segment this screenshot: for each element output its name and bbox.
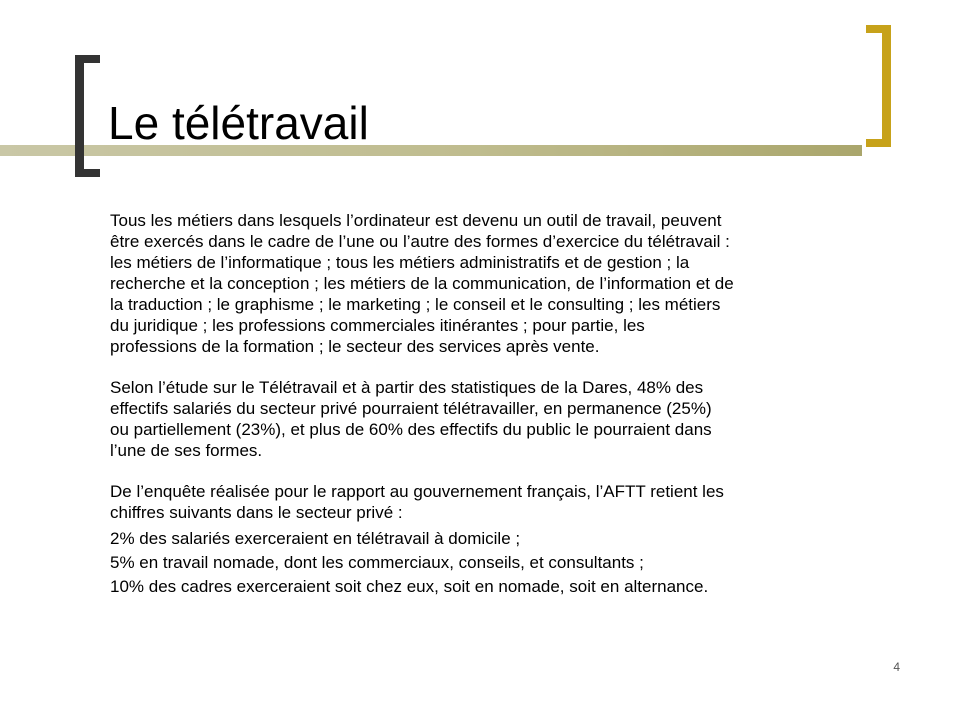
slide-title: Le télétravail (108, 97, 369, 149)
paragraph-aftt-survey: De l’enquête réalisée pour le rapport au gouvernement français, l’AFTT retient les chiffres suivants dans le secteur privé : (110, 482, 724, 522)
stat-line-executives: 10% des cadres exerceraient soit chez eux, soit en nomade, soit en alternance. (110, 577, 709, 596)
right-bracket-decoration (866, 25, 891, 147)
paragraph-dares-study: Selon l’étude sur le Télétravail et à partir des statistiques de la Dares, 48% des effectifs salariés du secteur privé pourraient télétravailler, en permanence (25%) ou partiellement (23%), et plus de 60% des effectifs du public le pourraient dans l’une de ses formes. (110, 378, 712, 460)
stat-line-nomadic-work: 5% en travail nomade, dont les commerciaux, conseils, et consultants ; (110, 553, 644, 572)
page-number: 4 (893, 660, 900, 674)
stat-line-home-telework: 2% des salariés exerceraient en télétravail à domicile ; (110, 529, 521, 548)
left-bracket-decoration (75, 55, 100, 177)
paragraph-professions: Tous les métiers dans lesquels l’ordinateur est devenu un outil de travail, peuvent être exercés dans le cadre de l’une ou l’autre des formes d’exercice du télétravail : les métiers de l’informatique ; tous les métiers administratifs et de gestion ; la recherche et la conception ; les métiers de la communication, de l’information et de la traduction ; le graphisme ; le marketing ; le conseil et le consulting ; les métiers du juridique ; les professions commerciales itinérantes ; pour partie, les professions de la formation ; le secteur des services après vente. (110, 211, 734, 356)
slide-body (110, 210, 900, 600)
